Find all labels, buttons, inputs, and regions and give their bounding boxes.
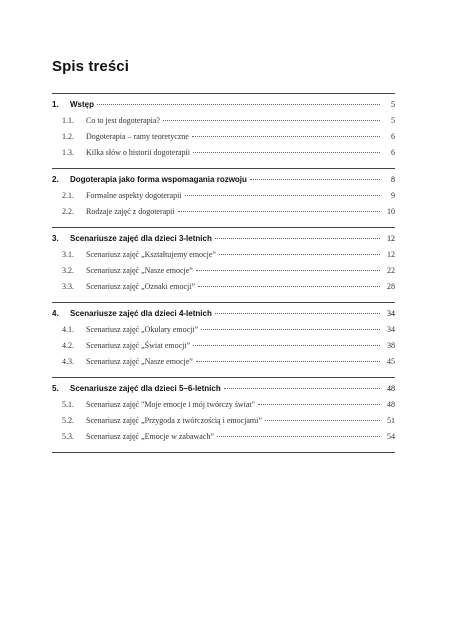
dot-leader xyxy=(163,120,380,121)
dot-leader xyxy=(196,270,380,271)
toc-section-entry[interactable] xyxy=(52,115,395,131)
toc-section-title: Formalne aspekty dogoterapii xyxy=(86,191,182,200)
toc-page-number: 12 xyxy=(387,250,395,259)
toc-chapter-number: 5. xyxy=(52,384,59,393)
toc-section-number: 3.3. xyxy=(62,282,74,291)
toc-section-number: 3.2. xyxy=(62,266,74,275)
toc-section-entry[interactable] xyxy=(52,131,395,147)
toc-chapter xyxy=(52,93,395,169)
toc-chapter-entry[interactable] xyxy=(52,99,395,115)
toc-section-number: 2.2. xyxy=(62,207,74,216)
toc-section-entry[interactable] xyxy=(52,356,395,372)
toc-page-number: 5 xyxy=(391,100,395,109)
dot-leader xyxy=(193,152,380,153)
toc-section-number: 1.3. xyxy=(62,148,74,157)
toc-section-title: Scenariusz zajęć „Oznaki emocji” xyxy=(86,282,196,291)
toc-section-title: Dogoterapia – ramy teoretyczne xyxy=(86,132,189,141)
dot-leader xyxy=(193,345,380,346)
toc-section-title: Scenariusz zajęć „Nasze emocje” xyxy=(86,266,193,275)
toc-page-number: 54 xyxy=(387,432,395,441)
toc-section-title: Scenariusz zajęć „Emocje w zabawach” xyxy=(86,432,214,441)
dot-leader xyxy=(198,286,380,287)
toc-section-number: 1.1. xyxy=(62,116,74,125)
dot-leader xyxy=(215,313,380,314)
dot-leader xyxy=(97,104,380,105)
toc-section-entry[interactable] xyxy=(52,340,395,356)
toc-chapter-title: Wstęp xyxy=(70,100,94,109)
toc-section-number: 5.3. xyxy=(62,432,74,441)
toc-chapter-number: 3. xyxy=(52,234,59,243)
toc-section-title: Scenariusz zajęć „Kształtujemy emocje” xyxy=(86,250,216,259)
toc-section-title: Scenariusz zajęć „Świat emocji” xyxy=(86,341,191,350)
toc-chapter-title: Scenariusze zajęć dla dzieci 5–6-letnich xyxy=(70,384,221,393)
toc-section-entry[interactable] xyxy=(52,249,395,265)
toc-section-title: Scenariusz zajęć "Moje emocje i mój twórczy świat" xyxy=(86,400,255,409)
toc-section-number: 2.1. xyxy=(62,191,74,200)
toc-page-number: 10 xyxy=(387,207,395,216)
toc-page-number: 34 xyxy=(387,325,395,334)
toc-section-entry[interactable] xyxy=(52,190,395,206)
toc-chapter xyxy=(52,169,395,228)
toc-chapter-entry[interactable] xyxy=(52,174,395,190)
toc-chapter xyxy=(52,378,395,453)
toc-page-number: 28 xyxy=(387,282,395,291)
toc-chapter-title: Scenariusze zajęć dla dzieci 4-letnich xyxy=(70,309,212,318)
toc-chapter xyxy=(52,228,395,303)
toc-page-number: 6 xyxy=(391,148,395,157)
toc-page-number: 6 xyxy=(391,132,395,141)
table-of-contents xyxy=(52,93,395,453)
toc-page-number: 9 xyxy=(391,191,395,200)
toc-page-number: 12 xyxy=(387,234,395,243)
dot-leader xyxy=(215,238,380,239)
toc-page-number: 48 xyxy=(387,400,395,409)
toc-chapter-title: Dogoterapia jako forma wspomagania rozwoju xyxy=(70,175,247,184)
toc-section-entry[interactable] xyxy=(52,431,395,447)
dot-leader xyxy=(258,404,380,405)
toc-chapter-number: 4. xyxy=(52,309,59,318)
toc-section-number: 1.2. xyxy=(62,132,74,141)
toc-section-entry[interactable] xyxy=(52,147,395,163)
toc-chapter-number: 2. xyxy=(52,175,59,184)
toc-page-number: 8 xyxy=(391,175,395,184)
dot-leader xyxy=(265,420,380,421)
toc-section-title: Kilka słów o historii dogoterapii xyxy=(86,148,190,157)
toc-section-entry[interactable] xyxy=(52,281,395,297)
toc-page-number: 34 xyxy=(387,309,395,318)
toc-page-number: 5 xyxy=(391,116,395,125)
toc-section-number: 5.1. xyxy=(62,400,74,409)
dot-leader xyxy=(219,254,380,255)
toc-section-number: 4.1. xyxy=(62,325,74,334)
toc-section-title: Rodzaje zajęć z dogoterapii xyxy=(86,207,175,216)
dot-leader xyxy=(196,361,380,362)
toc-section-entry[interactable] xyxy=(52,399,395,415)
toc-chapter-entry[interactable] xyxy=(52,233,395,249)
toc-chapter-number: 1. xyxy=(52,100,59,109)
toc-section-number: 4.2. xyxy=(62,341,74,350)
toc-section-number: 4.3. xyxy=(62,357,74,366)
toc-section-entry[interactable] xyxy=(52,206,395,222)
toc-section-title: Scenariusz zajęć „Nasze emocje” xyxy=(86,357,193,366)
toc-section-title: Scenariusz zajęć „Okulary emocji” xyxy=(86,325,199,334)
toc-section-number: 3.1. xyxy=(62,250,74,259)
toc-page-number: 45 xyxy=(387,357,395,366)
toc-section-entry[interactable] xyxy=(52,415,395,431)
dot-leader xyxy=(201,329,380,330)
toc-page-number: 51 xyxy=(387,416,395,425)
toc-chapter xyxy=(52,303,395,378)
toc-section-number: 5.2. xyxy=(62,416,74,425)
page-title: Spis treści xyxy=(52,58,129,75)
toc-page-number: 48 xyxy=(387,384,395,393)
toc-section-title: Co to jest dogoterapia? xyxy=(86,116,160,125)
toc-section-title: Scenariusz zajęć „Przygoda z twórczością i emocjami” xyxy=(86,416,262,425)
dot-leader xyxy=(192,136,380,137)
toc-page-number: 22 xyxy=(387,266,395,275)
dot-leader xyxy=(185,195,380,196)
dot-leader xyxy=(178,211,380,212)
toc-chapter-entry[interactable] xyxy=(52,308,395,324)
dot-leader xyxy=(250,179,380,180)
toc-section-entry[interactable] xyxy=(52,265,395,281)
dot-leader xyxy=(224,388,380,389)
dot-leader xyxy=(217,436,380,437)
toc-chapter-entry[interactable] xyxy=(52,383,395,399)
toc-section-entry[interactable] xyxy=(52,324,395,340)
toc-page-number: 38 xyxy=(387,341,395,350)
toc-chapter-title: Scenariusze zajęć dla dzieci 3-letnich xyxy=(70,234,212,243)
